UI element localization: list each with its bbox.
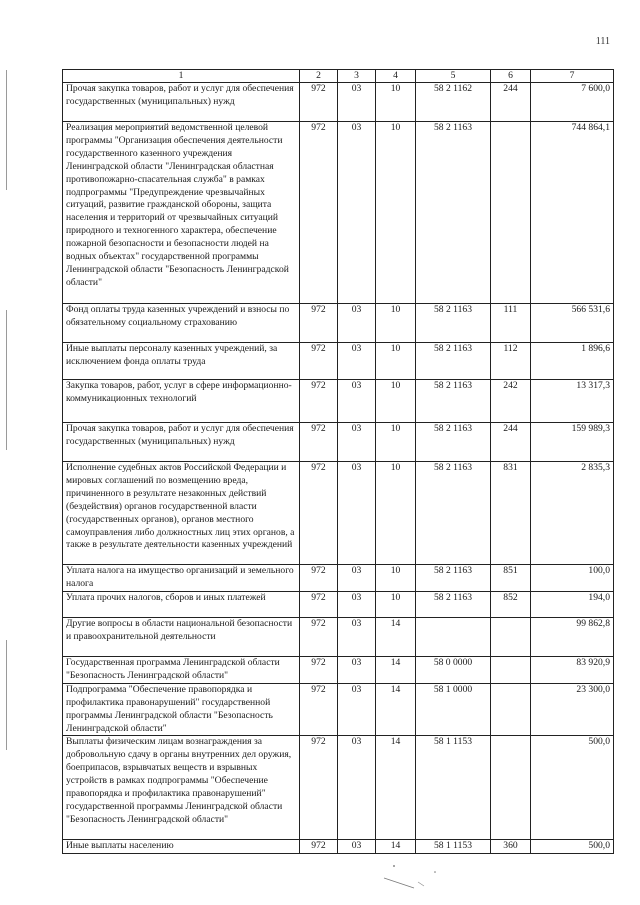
row-amount-cell: 566 531,6 <box>531 304 614 343</box>
table-row <box>63 423 614 462</box>
table-row <box>63 304 614 343</box>
binding-margin-line <box>6 70 7 190</box>
row-subsection-cell: 10 <box>376 462 416 565</box>
row-section-cell: 03 <box>338 304 376 343</box>
table-row <box>63 462 614 565</box>
row-code-cell: 972 <box>300 617 338 656</box>
row-name-cell: Другие вопросы в области национальной безопасности и правоохранительной деятельности <box>63 617 300 656</box>
row-section-cell: 03 <box>338 656 376 683</box>
row-target-article-cell: 58 2 1163 <box>416 122 491 304</box>
row-code-cell: 972 <box>300 83 338 122</box>
row-expense-type-cell: 851 <box>491 565 531 592</box>
row-name-cell: Закупка товаров, работ, услуг в сфере информационно-коммуникационных технологий <box>63 380 300 423</box>
row-expense-type-cell <box>491 656 531 683</box>
row-subsection-cell: 14 <box>376 736 416 840</box>
row-code-cell: 972 <box>300 343 338 380</box>
row-subsection-cell: 10 <box>376 565 416 592</box>
row-code-cell: 972 <box>300 423 338 462</box>
table-body <box>63 83 614 854</box>
row-amount-cell: 7 600,0 <box>531 83 614 122</box>
budget-table <box>62 69 614 854</box>
table-row <box>63 683 614 736</box>
row-section-cell: 03 <box>338 462 376 565</box>
row-code-cell: 972 <box>300 591 338 617</box>
row-expense-type-cell: 111 <box>491 304 531 343</box>
row-subsection-cell: 10 <box>376 380 416 423</box>
row-name-cell: Фонд оплаты труда казенных учреждений и взносы по обязательному социальному страхованию <box>63 304 300 343</box>
row-expense-type-cell <box>491 617 531 656</box>
row-expense-type-cell <box>491 736 531 840</box>
table-row <box>63 840 614 854</box>
row-code-cell: 972 <box>300 122 338 304</box>
column-header: 7 <box>531 70 614 83</box>
row-target-article-cell: 58 1 0000 <box>416 683 491 736</box>
row-code-cell: 972 <box>300 656 338 683</box>
row-name-cell: Подпрограмма "Обеспечение правопорядка и профилактика правонарушений" государственной программы Ленинградской области "Безопасность Ленинградской области" <box>63 683 300 736</box>
row-section-cell: 03 <box>338 380 376 423</box>
row-name-cell: Иные выплаты населению <box>63 840 300 854</box>
column-header: 1 <box>63 70 300 83</box>
row-code-cell: 972 <box>300 565 338 592</box>
row-target-article-cell <box>416 617 491 656</box>
table-row <box>63 617 614 656</box>
row-expense-type-cell <box>491 683 531 736</box>
row-amount-cell: 500,0 <box>531 840 614 854</box>
row-subsection-cell: 14 <box>376 617 416 656</box>
row-section-cell: 03 <box>338 617 376 656</box>
row-target-article-cell: 58 2 1163 <box>416 380 491 423</box>
row-section-cell: 03 <box>338 591 376 617</box>
row-subsection-cell: 14 <box>376 683 416 736</box>
binding-margin-line <box>6 310 7 450</box>
column-header: 6 <box>491 70 531 83</box>
row-name-cell: Исполнение судебных актов Российской Федерации и мировых соглашений по возмещению вреда, причиненного в результате незаконных действий (бездействия) органов государственной власти (государственных органов), органов местного самоуправления либо должностных лиц этих органов, а также в результате деятельности казенных учреждений <box>63 462 300 565</box>
row-code-cell: 972 <box>300 736 338 840</box>
row-name-cell: Прочая закупка товаров, работ и услуг для обеспечения государственных (муниципальных) нужд <box>63 423 300 462</box>
row-section-cell: 03 <box>338 565 376 592</box>
row-expense-type-cell: 244 <box>491 83 531 122</box>
row-section-cell: 03 <box>338 122 376 304</box>
row-expense-type-cell: 852 <box>491 591 531 617</box>
row-expense-type-cell: 242 <box>491 380 531 423</box>
column-header: 4 <box>376 70 416 83</box>
row-target-article-cell: 58 2 1163 <box>416 462 491 565</box>
table-row <box>63 343 614 380</box>
row-section-cell: 03 <box>338 423 376 462</box>
column-header: 5 <box>416 70 491 83</box>
row-name-cell: Уплата прочих налогов, сборов и иных платежей <box>63 591 300 617</box>
row-name-cell: Выплаты физическим лицам вознаграждения за добровольную сдачу в органы внутренних дел оружия, боеприпасов, взрывчатых веществ и взрывных устройств в рамках подпрограммы "Обеспечение правопорядка и профилактика правонарушений" государственной программы Ленинградской области "Безопасность Ленинградской области" <box>63 736 300 840</box>
page-number: 111 <box>595 36 610 47</box>
row-name-cell: Реализация мероприятий ведомственной целевой программы "Организация обеспечения деятельности государственного казенного учреждения Ленинградской области "Ленинградская областная противопожарно-спасательная служба" в рамках подпрограммы "Предупреждение чрезвычайных ситуаций, развитие гражданской обороны, защита населения и территорий от чрезвычайных ситуаций природного и техногенного характера, обеспечение пожарной безопасности и безопасности людей на водных объектах" государственной программы Ленинградской области "Безопасность Ленинградской области" <box>63 122 300 304</box>
row-target-article-cell: 58 0 0000 <box>416 656 491 683</box>
table-row <box>63 656 614 683</box>
row-amount-cell: 100,0 <box>531 565 614 592</box>
row-code-cell: 972 <box>300 840 338 854</box>
row-amount-cell: 2 835,3 <box>531 462 614 565</box>
row-name-cell: Иные выплаты персоналу казенных учреждений, за исключением фонда оплаты труда <box>63 343 300 380</box>
scan-mark <box>380 864 450 894</box>
row-target-article-cell: 58 1 1153 <box>416 736 491 840</box>
row-amount-cell: 1 896,6 <box>531 343 614 380</box>
row-code-cell: 972 <box>300 380 338 423</box>
row-subsection-cell: 14 <box>376 840 416 854</box>
row-subsection-cell: 10 <box>376 343 416 380</box>
row-amount-cell: 99 862,8 <box>531 617 614 656</box>
row-section-cell: 03 <box>338 683 376 736</box>
row-code-cell: 972 <box>300 462 338 565</box>
row-amount-cell: 13 317,3 <box>531 380 614 423</box>
row-expense-type-cell: 831 <box>491 462 531 565</box>
table-row <box>63 83 614 122</box>
row-target-article-cell: 58 2 1163 <box>416 343 491 380</box>
row-name-cell: Уплата налога на имущество организаций и земельного налога <box>63 565 300 592</box>
row-target-article-cell: 58 2 1163 <box>416 591 491 617</box>
row-subsection-cell: 10 <box>376 304 416 343</box>
table-row <box>63 122 614 304</box>
row-subsection-cell: 10 <box>376 122 416 304</box>
row-target-article-cell: 58 2 1162 <box>416 83 491 122</box>
row-amount-cell: 500,0 <box>531 736 614 840</box>
row-amount-cell: 83 920,9 <box>531 656 614 683</box>
row-expense-type-cell: 360 <box>491 840 531 854</box>
row-subsection-cell: 10 <box>376 591 416 617</box>
table-row <box>63 380 614 423</box>
row-subsection-cell: 14 <box>376 656 416 683</box>
header-row <box>63 70 614 83</box>
row-expense-type-cell <box>491 122 531 304</box>
column-header: 2 <box>300 70 338 83</box>
row-code-cell: 972 <box>300 304 338 343</box>
row-target-article-cell: 58 2 1163 <box>416 304 491 343</box>
row-amount-cell: 744 864,1 <box>531 122 614 304</box>
row-subsection-cell: 10 <box>376 83 416 122</box>
column-header: 3 <box>338 70 376 83</box>
table-row <box>63 736 614 840</box>
row-section-cell: 03 <box>338 83 376 122</box>
row-code-cell: 972 <box>300 683 338 736</box>
table-row <box>63 591 614 617</box>
row-section-cell: 03 <box>338 343 376 380</box>
row-name-cell: Прочая закупка товаров, работ и услуг для обеспечения государственных (муниципальных) нужд <box>63 83 300 122</box>
row-subsection-cell: 10 <box>376 423 416 462</box>
table-row <box>63 565 614 592</box>
row-amount-cell: 159 989,3 <box>531 423 614 462</box>
row-amount-cell: 23 300,0 <box>531 683 614 736</box>
binding-margin-line <box>6 640 7 750</box>
row-expense-type-cell: 244 <box>491 423 531 462</box>
row-section-cell: 03 <box>338 840 376 854</box>
row-target-article-cell: 58 2 1163 <box>416 565 491 592</box>
row-amount-cell: 194,0 <box>531 591 614 617</box>
row-target-article-cell: 58 1 1153 <box>416 840 491 854</box>
row-name-cell: Государственная программа Ленинградской области "Безопасность Ленинградской области" <box>63 656 300 683</box>
row-section-cell: 03 <box>338 736 376 840</box>
row-target-article-cell: 58 2 1163 <box>416 423 491 462</box>
row-expense-type-cell: 112 <box>491 343 531 380</box>
